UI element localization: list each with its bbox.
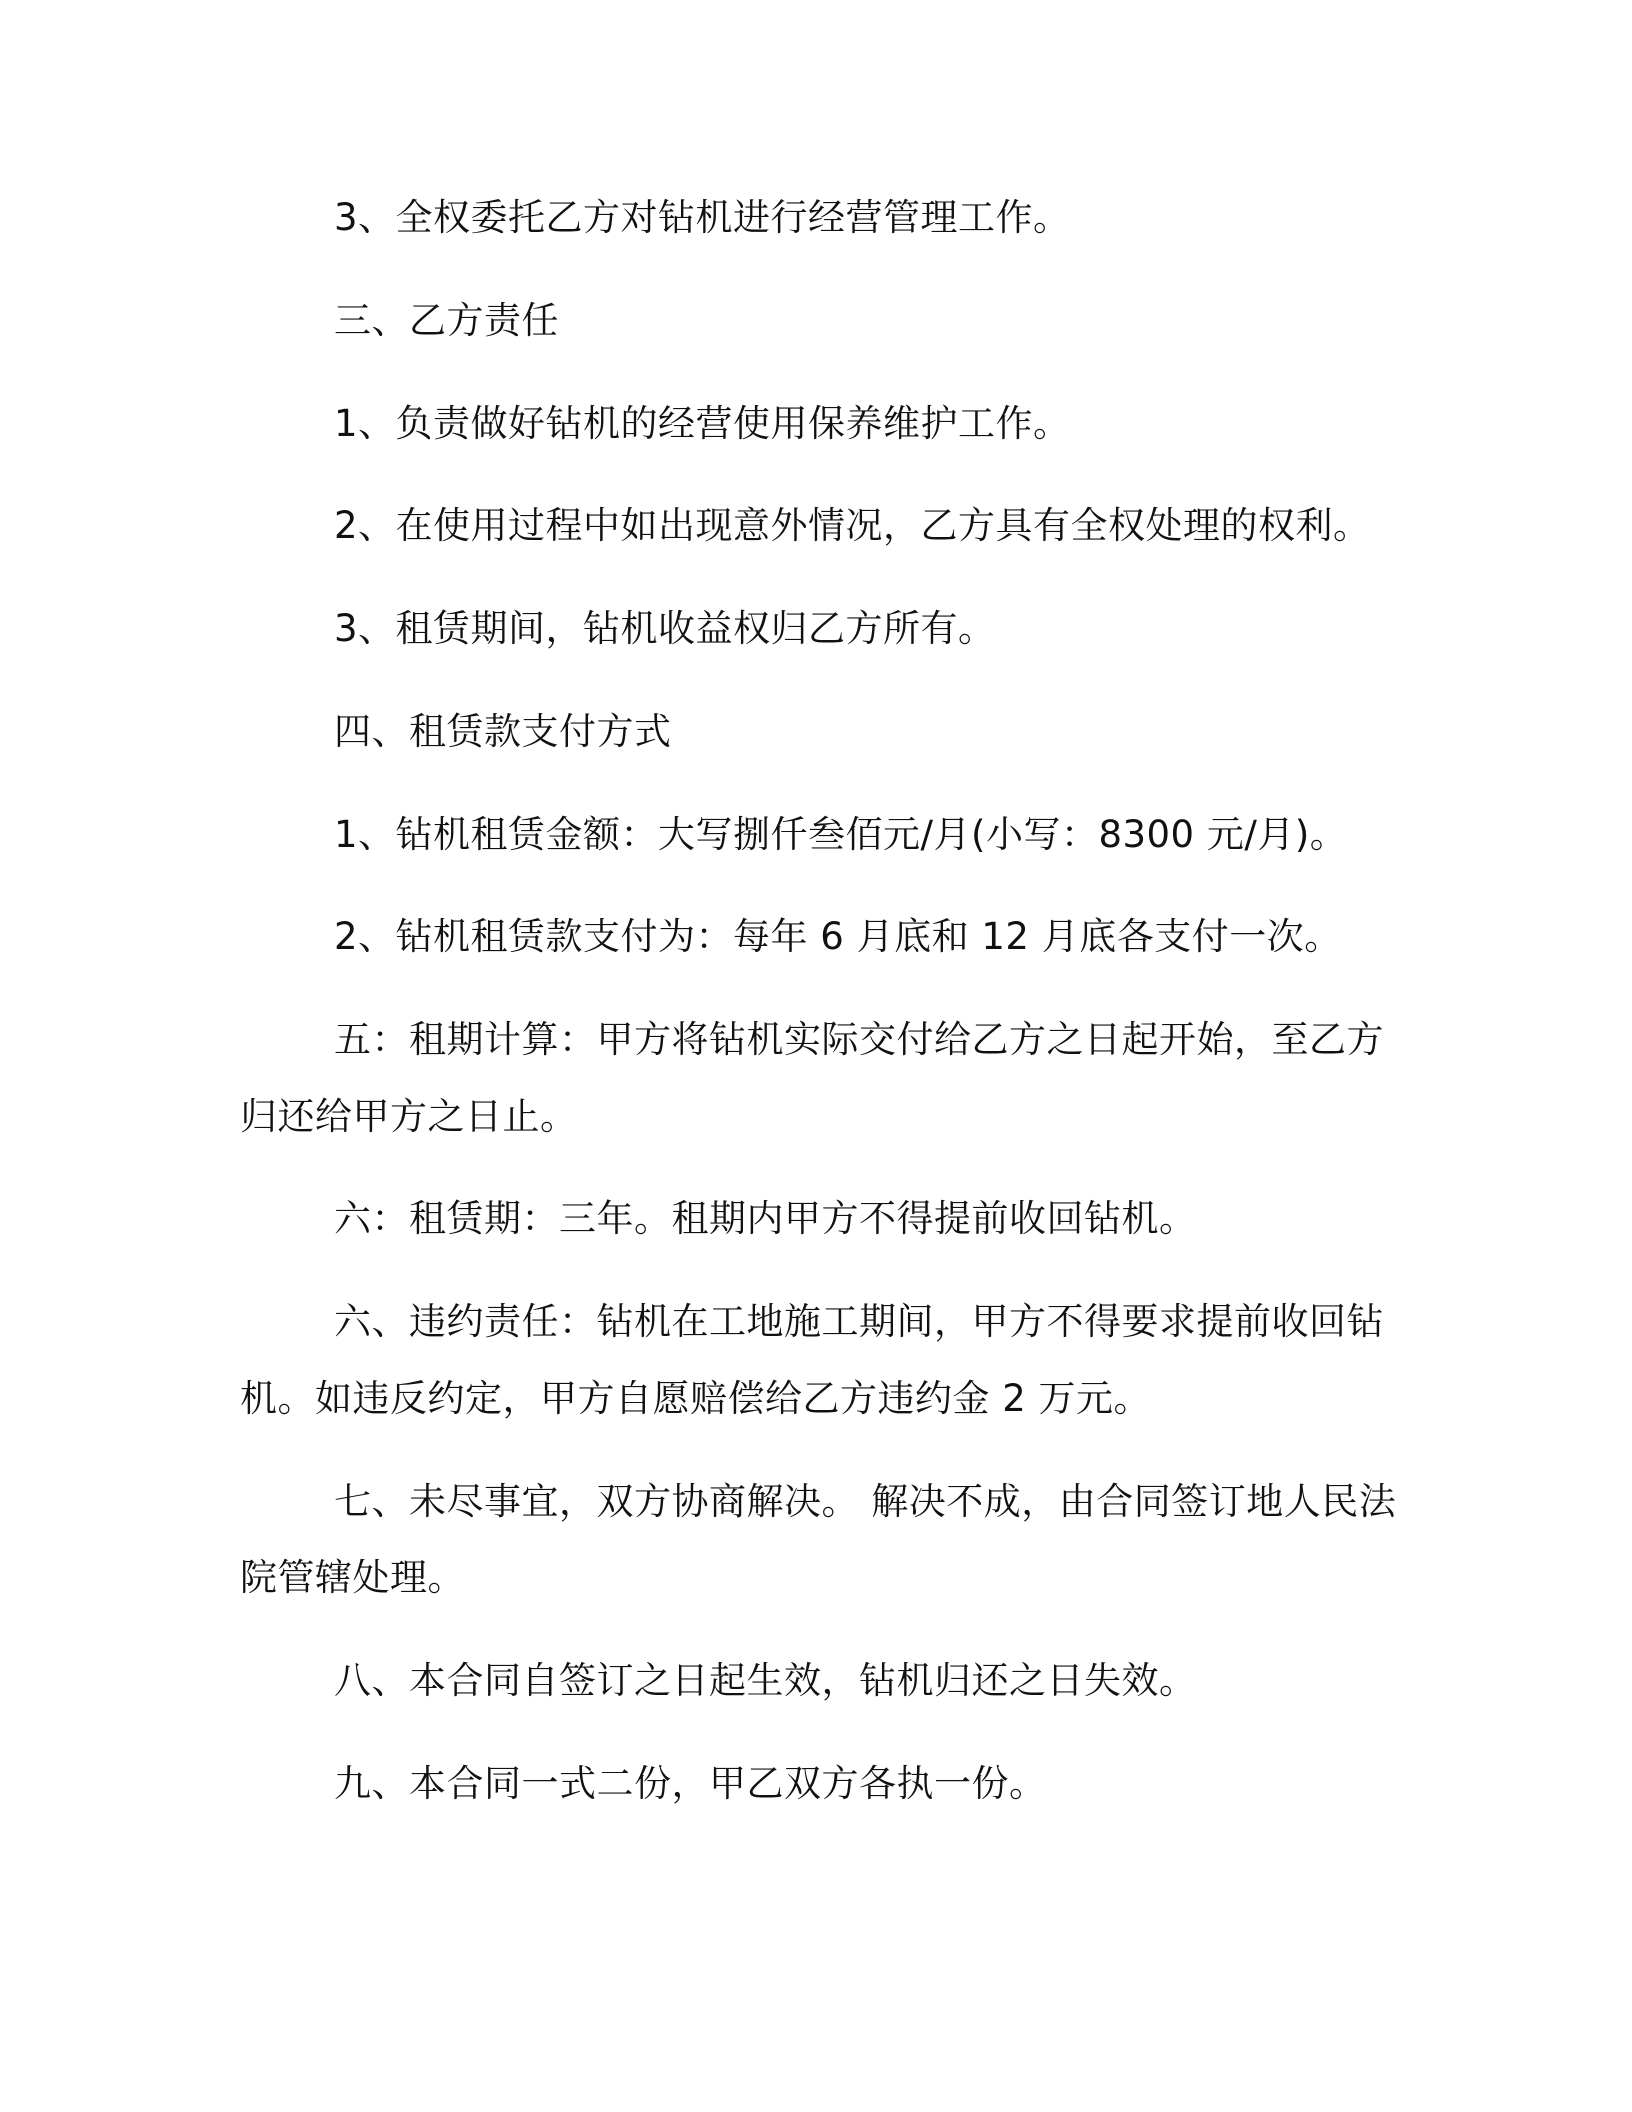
clause-2-accident-handling: 2、在使用过程中如出现意外情况，乙方具有全权处理的权利。 (334, 504, 1371, 547)
section-copies: 九、本合同一式二份，甲乙双方各执一份。 (334, 1762, 1047, 1805)
section-lease-period: 六：租赁期：三年。租期内甲方不得提前收回钻机。 (334, 1197, 1197, 1240)
section-heading-party-b-duties: 三、乙方责任 (334, 299, 559, 342)
clause-3-full-authorization: 3、全权委托乙方对钻机进行经营管理工作。 (334, 196, 1071, 239)
section-unresolved-matters-line-2: 院管辖处理。 (240, 1556, 465, 1599)
section-breach-liability-line-2: 机。如违反约定，甲方自愿赔偿给乙方违约金 2 万元。 (240, 1377, 1152, 1420)
section-heading-payment-method: 四、租赁款支付方式 (334, 710, 672, 753)
section-breach-liability-line-1: 六、违约责任：钻机在工地施工期间，甲方不得要求提前收回钻 (334, 1300, 1384, 1343)
section-unresolved-matters-line-1: 七、未尽事宜，双方协商解决。 解决不成，由合同签订地人民法 (334, 1480, 1397, 1523)
clause-1-rent-amount: 1、钻机租赁金额：大写捌仟叁佰元/月(小写：8300 元/月)。 (334, 813, 1348, 856)
section-effective-date: 八、本合同自签订之日起生效，钻机归还之日失效。 (334, 1659, 1197, 1702)
clause-3-revenue-rights: 3、租赁期间，钻机收益权归乙方所有。 (334, 607, 996, 650)
section-lease-term-calculation-line-2: 归还给甲方之日止。 (240, 1095, 578, 1138)
clause-2-payment-schedule: 2、钻机租赁款支付为：每年 6 月底和 12 月底各支付一次。 (334, 915, 1342, 958)
clause-1-maintenance: 1、负责做好钻机的经营使用保养维护工作。 (334, 402, 1071, 445)
section-lease-term-calculation-line-1: 五：租期计算：甲方将钻机实际交付给乙方之日起开始，至乙方 (334, 1018, 1384, 1061)
